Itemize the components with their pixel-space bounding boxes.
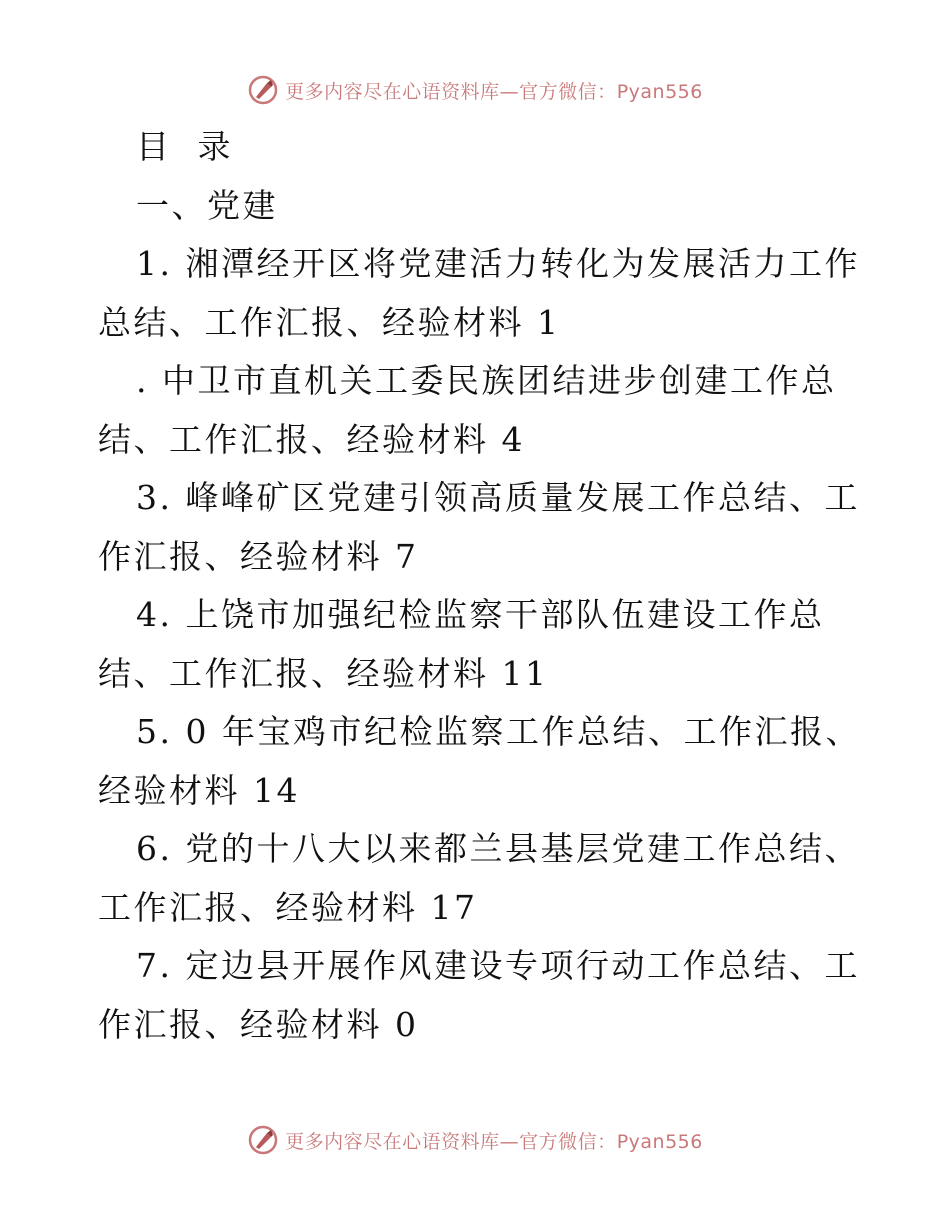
watermark-text: 更多内容尽在心语资料库—官方微信：Pyan556 [285, 80, 703, 103]
watermark-text: 更多内容尽在心语资料库—官方微信：Pyan556 [285, 1130, 703, 1153]
toc-entry-line: 作汇报、经验材料 7 [98, 536, 419, 576]
toc-entry-line: 结、工作汇报、经验材料 11 [98, 653, 549, 693]
toc-entry [98, 352, 858, 469]
toc-entry-line: 6. 党的十八大以来都兰县基层党建工作总结、 [136, 829, 860, 868]
toc-entry [98, 469, 858, 586]
toc-entry [98, 586, 858, 703]
toc-entry-line: 1. 湘潭经开区将党建活力转化为发展活力工作 [136, 244, 860, 283]
section-title: 一、党建 [136, 185, 278, 225]
toc-entry-line: 经验材料 14 [98, 770, 300, 810]
watermark-header [0, 70, 950, 110]
toc-entry-line: 总结、工作汇报、经验材料 1 [98, 302, 561, 342]
toc-entry [98, 703, 861, 820]
toc-entry-line: 结、工作汇报、经验材料 4 [98, 419, 525, 459]
pen-nib-logo-icon [247, 1124, 279, 1156]
toc-entry [98, 235, 858, 352]
toc-entry-line: 3. 峰峰矿区党建引领高质量发展工作总结、工 [136, 478, 860, 517]
pen-nib-logo-icon [247, 74, 279, 106]
toc-entry-line: . 中卫市直机关工委民族团结进步创建工作总 [136, 361, 837, 400]
toc-entry [98, 937, 858, 1054]
toc-heading: 目 录 [136, 127, 233, 166]
toc-entry [98, 820, 858, 937]
toc-entry-line: 7. 定边县开展作风建设专项行动工作总结、工 [136, 946, 860, 985]
watermark-footer [0, 1120, 950, 1160]
toc-content [98, 118, 861, 1054]
toc-entry-line: 5. 0 年宝鸡市纪检监察工作总结、工作汇报、 [136, 712, 861, 751]
toc-entry-line: 工作汇报、经验材料 17 [98, 887, 478, 927]
toc-entry-line: 4. 上饶市加强纪检监察干部队伍建设工作总 [136, 595, 825, 634]
toc-entry-line: 作汇报、经验材料 0 [98, 1004, 419, 1044]
